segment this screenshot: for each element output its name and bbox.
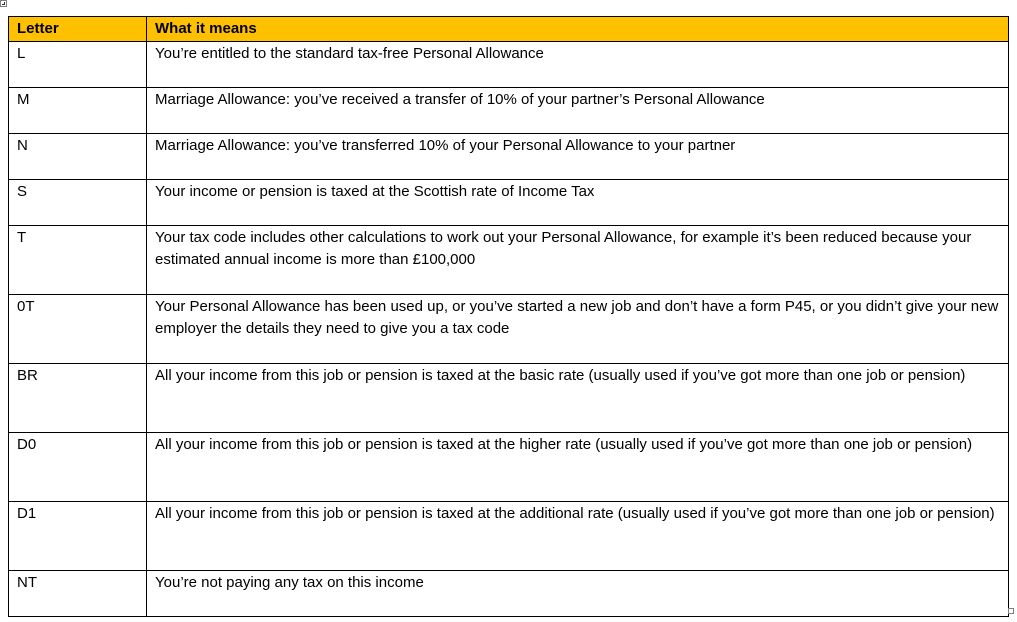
- column-header-meaning: What it means: [147, 17, 1009, 42]
- letter-cell: D1: [9, 502, 147, 571]
- table-row: [9, 134, 1009, 180]
- letter-cell: N: [9, 134, 147, 180]
- column-header-letter: Letter: [9, 17, 147, 42]
- letter-cell: M: [9, 88, 147, 134]
- table-row: [9, 88, 1009, 134]
- meaning-cell: You’re not paying any tax on this income: [147, 571, 1009, 617]
- letter-cell: NT: [9, 571, 147, 617]
- table-row: [9, 502, 1009, 571]
- table-row: [9, 226, 1009, 295]
- meaning-cell: All your income from this job or pension is taxed at the basic rate (usually used if you’ve got more than one job or pension): [147, 364, 1009, 433]
- letter-cell: BR: [9, 364, 147, 433]
- table-row: [9, 433, 1009, 502]
- meaning-cell: Your Personal Allowance has been used up, or you’ve started a new job and don’t have a form P45, or you didn’t give your new employer the details they need to give you a tax code: [147, 295, 1009, 364]
- table-row: [9, 571, 1009, 617]
- table-row: [9, 295, 1009, 364]
- table-row: [9, 42, 1009, 88]
- meaning-cell: Your income or pension is taxed at the Scottish rate of Income Tax: [147, 180, 1009, 226]
- table-move-handle-icon[interactable]: [0, 0, 7, 7]
- letter-cell: T: [9, 226, 147, 295]
- meaning-cell: Marriage Allowance: you’ve received a transfer of 10% of your partner’s Personal Allowance: [147, 88, 1009, 134]
- meaning-cell: All your income from this job or pension is taxed at the higher rate (usually used if you’ve got more than one job or pension): [147, 433, 1009, 502]
- meaning-cell: You’re entitled to the standard tax-free Personal Allowance: [147, 42, 1009, 88]
- meaning-cell: All your income from this job or pension is taxed at the additional rate (usually used if you’ve got more than one job or pension): [147, 502, 1009, 571]
- letter-cell: 0T: [9, 295, 147, 364]
- meaning-cell: Marriage Allowance: you’ve transferred 10% of your Personal Allowance to your partner: [147, 134, 1009, 180]
- table-header-row: [9, 17, 1009, 42]
- meaning-cell: Your tax code includes other calculations to work out your Personal Allowance, for example it’s been reduced because your estimated annual income is more than £100,000: [147, 226, 1009, 295]
- letter-cell: S: [9, 180, 147, 226]
- table-resize-handle-icon[interactable]: [1008, 608, 1014, 614]
- letter-cell: D0: [9, 433, 147, 502]
- tax-code-letters-table: [8, 16, 1009, 617]
- table-row: [9, 364, 1009, 433]
- table-row: [9, 180, 1009, 226]
- letter-cell: L: [9, 42, 147, 88]
